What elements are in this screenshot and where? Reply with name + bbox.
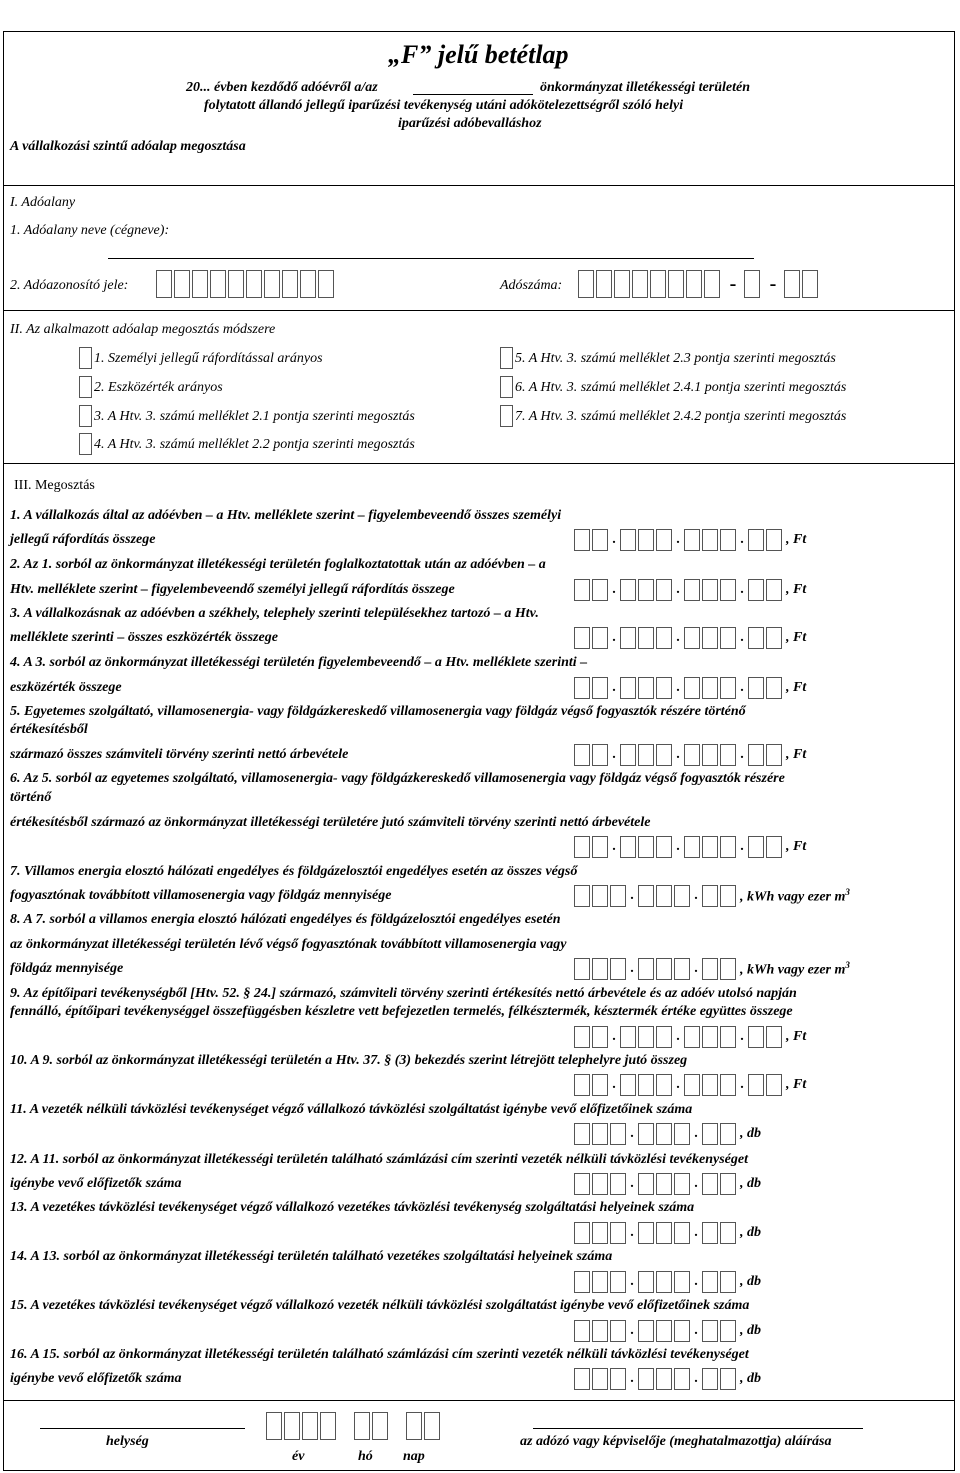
tax-number-label: Adószáma: [500, 278, 563, 293]
row5-text-cont: értékesítésből [10, 722, 88, 737]
section2-heading: II. Az alkalmazott adóalap megosztás módszere [10, 322, 276, 337]
row8-text-cont2: földgáz mennyisége [10, 961, 124, 976]
section1-heading: I. Adóalany [10, 195, 76, 210]
tax-id-label: 2. Adóazonosító jele: [10, 278, 129, 293]
row12-unit: , db [740, 1176, 761, 1191]
row6-text-cont2: értékesítésből származó az önkormányzat illetékességi területére jutó számviteli törvény szerinti nettó árbevétele [10, 815, 651, 830]
row5-unit: , Ft [786, 747, 807, 762]
row16-unit: , db [740, 1371, 761, 1386]
row7-amount[interactable]: . . , kWh vagy ezer $m^3$ [574, 885, 850, 907]
row2-amount[interactable]: . . . , Ft [574, 579, 806, 601]
row4-amount[interactable]: . . . , Ft [574, 677, 806, 699]
row15-text: 15. A vezetékes távközlési tevékenységet végző vállalkozó vezeték nélküli távközlési szolgáltatást igénybe vevő előfizetőinek száma [10, 1298, 750, 1313]
row2-text-cont: Htv. melléklete szerint – figyelembeveendő személyi jellegű ráfordítás összege [10, 582, 455, 597]
method-checkbox-5[interactable] [500, 347, 513, 369]
row7-unit: , kWh vagy ezer $m^3$ [740, 886, 850, 905]
divider [3, 1400, 955, 1401]
row4-unit: , Ft [786, 680, 807, 695]
row8-text: 8. A 7. sorból a villamos energia elosztó hálózati engedélyes és földgázelosztói engedélyes esetén [10, 912, 561, 927]
row5-text-cont2: származó összes számviteli törvény szerinti nettó árbevétele [10, 747, 349, 762]
method-checkbox-4[interactable] [79, 433, 92, 455]
row9-unit: , Ft [786, 1029, 807, 1044]
method-option-1: 1. Személyi jellegű ráfordítással arányos [94, 351, 323, 366]
row10-text: 10. A 9. sorból az önkormányzat illetékességi területén a Htv. 37. § (3) bekezdés szerint létrejött telephelyre jutó összeg [10, 1053, 688, 1068]
row9-text-cont: fennálló, építőipari tevékenységgel összefüggésben készletre vett befejezetlen termelés, félkésztermék, késztermék értéke együttes összege [10, 1004, 793, 1019]
signature-label: az adózó vagy képviselője (meghatalmazottja) aláírása [520, 1434, 832, 1449]
method-option-2: 2. Eszközérték arányos [94, 380, 223, 395]
row16-count[interactable]: . . , db [574, 1368, 761, 1390]
method-option-5: 5. A Htv. 3. számú melléklet 2.3 pontja szerinti megosztás [515, 351, 836, 366]
tax-id-boxes[interactable] [156, 270, 336, 298]
method-option-7: 7. A Htv. 3. számú melléklet 2.4.2 pontja szerinti megosztás [515, 409, 847, 424]
row14-text: 14. A 13. sorból az önkormányzat illetékességi területén található vezetékes szolgáltatási helyeinek száma [10, 1249, 613, 1264]
row1-text: 1. A vállalkozás által az adóévben – a Htv. melléklete szerint – figyelembeveendő összes személyi [10, 508, 562, 523]
row4-text-cont: eszközérték összege [10, 680, 122, 695]
section3-heading: III. Megosztás [14, 478, 95, 493]
row3-amount[interactable]: . . . , Ft [574, 627, 806, 649]
row6-text: 6. Az 5. sorból az egyetemes szolgáltató, villamosenergia- vagy földgázkereskedő villamosenergia vagy földgáz végső fogyasztók részére [10, 771, 785, 786]
year-label: év [292, 1449, 305, 1464]
divider [3, 185, 955, 186]
signature-field[interactable] [533, 1428, 863, 1429]
row5-text: 5. Egyetemes szolgáltató, villamosenergia- vagy földgázkereskedő villamosenergia vagy földgáz végső fogyasztók részére történő [10, 704, 746, 719]
row1-text-cont: jellegű ráfordítás összege [10, 532, 156, 547]
row7-text-cont: fogyasztónak továbbított villamosenergia vagy földgáz mennyisége [10, 888, 392, 903]
divider [3, 463, 955, 464]
row3-text-cont: melléklete szerinti – összes eszközérték összege [10, 630, 278, 645]
header-subtitle-part1: 20... évben kezdődő adóévről a/az [186, 80, 378, 95]
row8-unit: , kWh vagy ezer $m^3$ [740, 959, 850, 978]
header-subtitle-line2: folytatott állandó jellegű iparűzési tevékenység utáni adókötelezettségről szóló helyi [204, 98, 684, 113]
row12-text: 12. A 11. sorból az önkormányzat illetékességi területén található számlázási cím szerinti vezeték nélküli távközlési tevékenységet [10, 1152, 748, 1167]
row14-count[interactable]: . . , db [574, 1271, 761, 1293]
left-caption: A vállalkozási szintű adóalap megosztása [10, 139, 246, 154]
row9-text: 9. Az építőipari tevékenységből [Htv. 52. § 24.] származó, számviteli törvény szerinti értékesítés nettó árbevétele és az adóév utolsó napján [10, 986, 797, 1001]
row12-text-cont: igénybe vevő előfizetők száma [10, 1176, 182, 1191]
row6-unit: , Ft [786, 839, 807, 854]
row3-unit: , Ft [786, 630, 807, 645]
row11-unit: , db [740, 1126, 761, 1141]
row13-text: 13. A vezetékes távközlési tevékenységet végző vállalkozó vezetékes távközlési tevékenység szolgáltatási helyeinek száma [10, 1200, 695, 1215]
tax-number-boxes[interactable]: - - [578, 270, 820, 298]
row10-amount[interactable]: . . . , Ft [574, 1074, 806, 1096]
row16-text: 16. A 15. sorból az önkormányzat illetékességi területén található számlázási cím szerinti vezeték nélküli távközlési tevékenységet [10, 1347, 749, 1362]
row2-text: 2. Az 1. sorból az önkormányzat illetékességi területén foglalkoztatottak után az adóévben – a [10, 557, 546, 572]
method-checkbox-6[interactable] [500, 376, 513, 398]
row11-count[interactable]: . . , db [574, 1123, 761, 1145]
row1-unit: , Ft [786, 532, 807, 547]
date-boxes[interactable] [266, 1412, 442, 1440]
row7-text: 7. Villamos energia elosztó hálózati engedélyes és földgázelosztói engedélyes esetén az összes végső [10, 864, 578, 879]
taxpayer-name-field[interactable] [108, 258, 754, 259]
row4-text: 4. A 3. sorból az önkormányzat illetékességi területén figyelembeveendő – a Htv. melléklete szerinti – [10, 655, 588, 670]
row9-amount[interactable]: . . . , Ft [574, 1026, 806, 1048]
divider [3, 310, 955, 311]
row12-count[interactable]: . . , db [574, 1173, 761, 1195]
row6-text-cont: történő [10, 790, 52, 805]
page-title: „F” jelű betétlap [388, 40, 569, 69]
row10-unit: , Ft [786, 1077, 807, 1092]
row6-amount[interactable]: . . . , Ft [574, 836, 806, 858]
method-checkbox-2[interactable] [79, 376, 92, 398]
header-subtitle-line3: iparűzési adóbevalláshoz [398, 116, 542, 131]
row13-unit: , db [740, 1225, 761, 1240]
taxpayer-name-label: 1. Adóalany neve (cégneve): [10, 223, 170, 238]
row5-amount[interactable]: . . . , Ft [574, 744, 806, 766]
method-checkbox-3[interactable] [79, 405, 92, 427]
row8-text-cont: az önkormányzat illetékességi területén lévő végső fogyasztónak továbbított villamosenergia vagy [10, 937, 567, 952]
row1-amount[interactable]: . . . , Ft [574, 529, 806, 551]
month-label: hó [358, 1449, 373, 1464]
header-subtitle-part2: önkormányzat illetékességi területén [540, 80, 750, 95]
row11-text: 11. A vezeték nélküli távközlési tevékenységet végző vállalkozó távközlési szolgáltatást igénybe vevő előfizetőinek száma [10, 1102, 693, 1117]
method-option-3: 3. A Htv. 3. számú melléklet 2.1 pontja szerinti megosztás [94, 409, 415, 424]
method-option-6: 6. A Htv. 3. számú melléklet 2.4.1 pontja szerinti megosztás [515, 380, 847, 395]
place-label: helység [106, 1434, 149, 1449]
method-checkbox-7[interactable] [500, 405, 513, 427]
row16-text-cont: igénybe vevő előfizetők száma [10, 1371, 182, 1386]
row2-unit: , Ft [786, 582, 807, 597]
row8-amount[interactable]: . . , kWh vagy ezer $m^3$ [574, 958, 850, 980]
row13-count[interactable]: . . , db [574, 1222, 761, 1244]
method-checkbox-1[interactable] [79, 347, 92, 369]
day-label: nap [403, 1449, 425, 1464]
row15-unit: , db [740, 1323, 761, 1338]
row15-count[interactable]: . . , db [574, 1320, 761, 1342]
place-field[interactable] [40, 1428, 245, 1429]
method-option-4: 4. A Htv. 3. számú melléklet 2.2 pontja szerinti megosztás [94, 437, 415, 452]
row14-unit: , db [740, 1274, 761, 1289]
municipality-field[interactable] [413, 94, 533, 95]
row3-text: 3. A vállalkozásnak az adóévben a székhely, telephely szerinti településekhez tartozó – a Htv. [10, 606, 539, 621]
